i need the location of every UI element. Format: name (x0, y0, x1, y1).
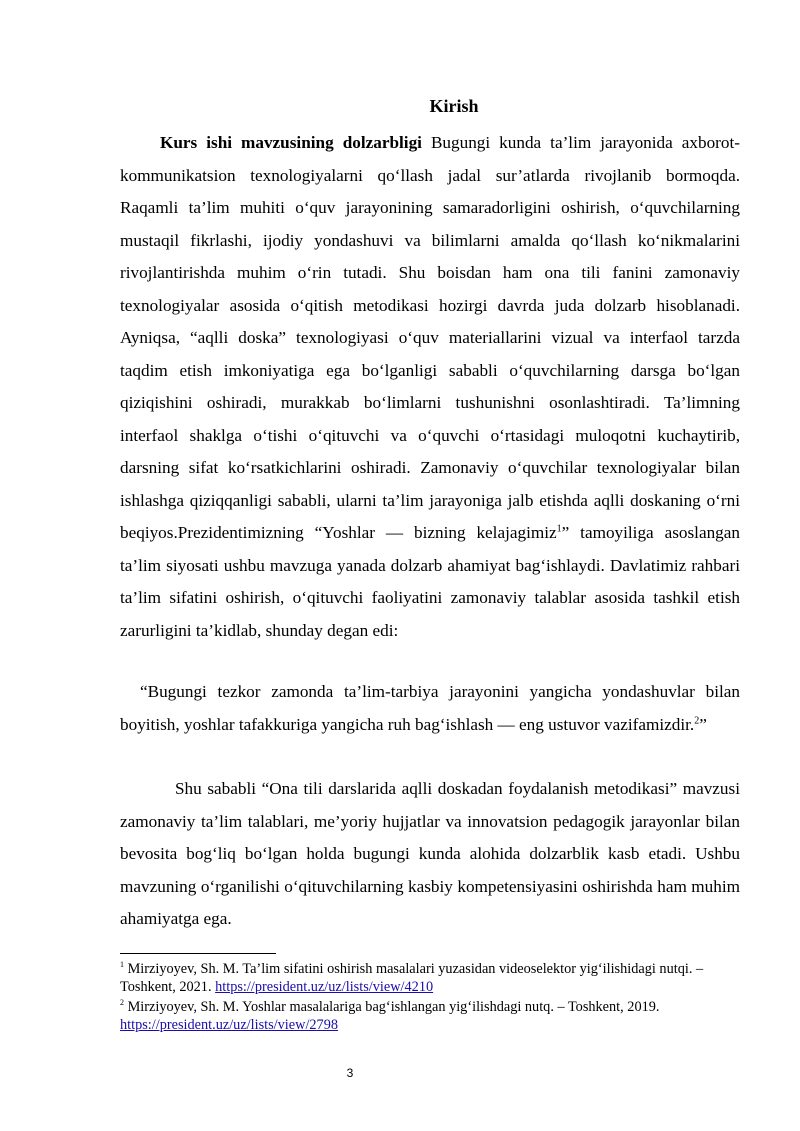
footnote-link[interactable]: https://president.uz/uz/lists/view/4210 (215, 979, 434, 995)
footnote-separator (120, 953, 276, 954)
quote-close: ” (699, 714, 707, 734)
footnote-number: 1 (120, 960, 124, 970)
paragraph-lead: Kurs ishi mavzusining dolzarbligi (160, 133, 422, 152)
footnote-ref-1[interactable]: 1 (556, 523, 562, 535)
quote-text: “Bugungi tezkor zamonda ta’lim-tarbiya jarayonini yangicha yondashuvlar bilan boyitish, yoshlar tafakkuriga yangicha ruh bag‘ishlash — eng ustuvor vazifamizdir. (120, 682, 740, 734)
page-number: 3 (346, 1066, 354, 1080)
footnote-text: Mirziyoyev, Sh. M. Yoshlar masalalariga bag‘ishlangan yig‘ilishdagi nutq. – Toshkent, 2019. (124, 999, 660, 1015)
quote-paragraph (120, 676, 740, 741)
paragraph-text-continued: ” tamoyiliga asoslangan ta’lim siyosati ushbu mavzuga yanada dolzarb ahamiyat bag‘ishlaydi. Davlatimiz rahbari ta’lim sifatini oshirish, o‘qituvchi faoliyatini zamonaviy talablar asosida tashkil etish zarurligini ta’kidlab, shunday degan edi: (120, 523, 740, 640)
section-heading: Kirish (429, 96, 479, 116)
footnote-1 (120, 960, 740, 996)
paragraph-text: Bugungi kunda ta’lim jarayonida axborot-kommunikatsion texnologiyalarni qo‘llash jadal sur’atlarda rivojlanib bormoqda. Raqamli ta’lim muhiti o‘quv jarayonining samaradorligini oshirish, o‘quvchilarning mustaqil fikrlashi, ijodiy yondashuvi va bilimlarni amalda qo‘llash ko‘nikmalarini rivojlantirishda muhim o‘rin tutadi. Shu boisdan ham ona tili fanini zamonaviy texnologiyalar asosida o‘qitish metodikasi hozirgi davrda juda dolzarb hisoblanadi. Ayniqsa, “aqlli doska” texnologiyasi o‘quv materiallarini vizual va interfaol tarzda taqdim etish imkoniyatiga ega bo‘lganligi sababli o‘quvchilarning darsga bo‘lgan qiziqishini oshiradi, murakkab bo‘limlarni tushunishni osonlashtiradi. Ta’limning interfaol shaklga o‘tishi o‘qituvchi va o‘quvchi o‘rtasidagi muloqotni kuchaytirib, darsning sifat ko‘rsatkichlarini oshiradi. Zamonaviy o‘quvchilar texnologiyalar bilan ishlashga qiziqqanligi sababli, ularni ta’lim jarayoniga jalb etishda aqlli doskaning o‘rni beqiyos.Prezidentimizning “Yoshlar — bizning kelajagimiz (120, 133, 740, 542)
footnote-2 (120, 998, 740, 1034)
intro-paragraph (120, 127, 740, 647)
footnote-ref-2[interactable]: 2 (694, 714, 700, 726)
footnote-link[interactable]: https://president.uz/uz/lists/view/2798 (120, 1017, 339, 1033)
conclusion-text: Shu sababli “Ona tili darslarida aqlli doskadan foydalanish metodikasi” mavzusi zamonaviy ta’lim talablari, me’yoriy hujjatlar va innovatsion pedagogik jarayonlar bilan bevosita bog‘liq bo‘lgan holda bugungi kunda alohida dolzarblik kasb etadi. Ushbu mavzuning o‘rganilishi o‘qituvchilarning kasbiy kompetensiyasini oshirishda ham muhim ahamiyatga ega. (120, 779, 740, 928)
footnote-text: Mirziyoyev, Sh. M. Ta’lim sifatini oshirish masalalari yuzasidan videoselektor yig‘ilishidagi nutqi. – Toshkent, 2021. (120, 961, 704, 995)
footnote-number: 2 (120, 998, 124, 1008)
conclusion-paragraph (120, 773, 740, 936)
